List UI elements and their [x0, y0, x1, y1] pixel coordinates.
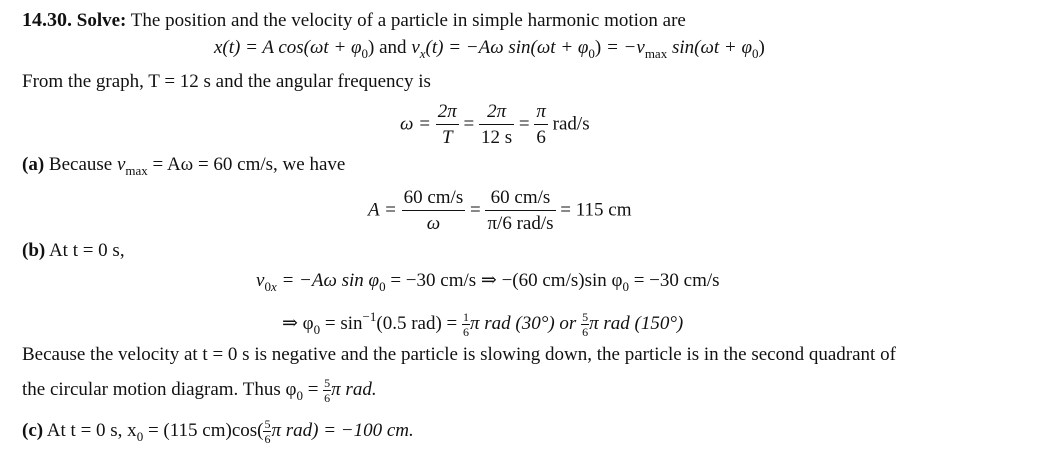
vmax-equation: = Aω = 60 cm/s, we have — [152, 154, 346, 175]
part-b-velocity-line: $v_{0x} = -A\omega$ $\sin \varphi_0 = -30$ cm/s ⇒ −(60 cm/s)sin $\varphi_0 = -30$ cm/s — [256, 270, 720, 294]
thus-phi: the circular motion diagram. Thus φ — [22, 378, 297, 400]
part-c-text: At t = 0 s, x — [46, 419, 137, 441]
part-b-paragraph-1: Because the velocity at t = 0 s is negative and the particle is slowing down, the particle is in the second quadrant of — [22, 344, 896, 365]
part-a-text: Because — [48, 154, 113, 175]
sin-term: sin(ωt + φ — [671, 37, 752, 58]
shm-equations: x(t) = A $\cos(\omega t + \varphi_0)$ and $v_x(t) = -A\omega$ $\sin(\omega t + \varphi_0) = -v_{max}$ $\sin(\omega t + \varphi_0)$ — [214, 37, 765, 61]
phase-final: π rad. — [331, 378, 377, 400]
solve-label: Solve: — [76, 10, 127, 31]
amplitude-result: = 115 cm — [560, 199, 632, 221]
from-graph-text: From the graph, T = 12 s and the angular frequency is — [22, 71, 431, 92]
fraction-pi-over-6: $\frac{\pi}{6}$ — [536, 101, 546, 148]
fraction-60-over-pi6: $\frac{60 cm/s}{\text{π/6 rad/s}}$ — [487, 187, 554, 234]
velocity-symbol: v — [411, 37, 420, 58]
problem-header — [22, 10, 686, 30]
part-b-intro — [22, 241, 125, 260]
vox-equation: = −Aω sin φ — [281, 270, 380, 291]
intro-text: The position and the velocity of a particle in simple harmonic motion are — [130, 10, 686, 31]
phase-arrow: ⇒ φ — [282, 313, 314, 334]
omega-lhs: ω = — [400, 113, 431, 135]
and-word: and — [379, 37, 407, 58]
phase-root-2: π rad (150°) — [589, 313, 684, 334]
part-b-paragraph-2: the circular motion diagram. Thus $\varphi_0$ = $\frac{5}{6}$ π rad. — [22, 376, 377, 405]
problem-number: 14.30. — [22, 9, 72, 31]
arcsin: = sin — [324, 313, 363, 334]
fraction-5-6-final: $\frac{5}{6}$ — [324, 376, 331, 405]
arcsin-arg: (0.5 rad) = — [376, 313, 458, 334]
part-c-label: (c) — [22, 419, 44, 441]
omega-equation: ω = $\frac{2\pi}{T}$ = $\frac{2\pi}{12 s}$ = $\frac{\pi}{6}$ rad/s — [400, 101, 590, 148]
amplitude-lhs: A = — [368, 199, 397, 221]
part-b-label: (b) — [22, 240, 46, 261]
part-a-label: (a) — [22, 154, 45, 175]
fraction-60-over-omega: $\frac{60 cm/s}{\omega}$ — [403, 187, 464, 234]
vmax-symbol: = −v — [605, 37, 645, 58]
part-b-phase-line: ⇒ $\varphi_0 = \sin^{-1}(0.5$ rad) = $\frac{1}{6}$ π rad (30°) or $\frac{5}{6}$ π rad (150°) — [282, 309, 684, 340]
omega-unit: rad/s — [552, 113, 590, 135]
part-c-line: (c) At t = 0 s, $x_0 = (115$ cm)cos( $\frac{5}{6}$ π rad) = −100 cm. — [22, 417, 414, 446]
fraction-1-6: $\frac{1}{6}$ — [463, 310, 470, 340]
part-c-equation: = (115 cm)cos( — [147, 419, 264, 441]
part-b-text: At t = 0 s, — [48, 240, 125, 261]
position-equation: x(t) = A cos(ωt + φ — [214, 37, 362, 58]
vox-equation-rest: = −30 cm/s ⇒ −(60 cm/s)sin φ — [390, 270, 623, 291]
amplitude-equation: A = $\frac{60 cm/s}{\omega}$ = $\frac{60 cm/s}{\text{π/6 rad/s}}$ = 115 cm — [368, 187, 632, 234]
phase-root-1: π rad (30°) or — [470, 313, 577, 334]
vox-equation-end: = −30 cm/s — [633, 270, 720, 291]
velocity-equation: (t) = −Aω sin(ωt + φ — [425, 37, 589, 58]
fraction-2pi-over-T: $\frac{2\pi}{T}$ — [437, 101, 457, 148]
part-c-result: π rad) = −100 cm. — [271, 419, 414, 441]
fraction-5-6: $\frac{5}{6}$ — [582, 310, 589, 340]
part-a-intro: (a) Because $v_{max} = A\omega = 60$ cm/s, we have — [22, 154, 346, 178]
fraction-2pi-over-12s: $\frac{2\pi}{12 s}$ — [481, 101, 513, 148]
fraction-5-6-c: $\frac{5}{6}$ — [264, 417, 271, 446]
